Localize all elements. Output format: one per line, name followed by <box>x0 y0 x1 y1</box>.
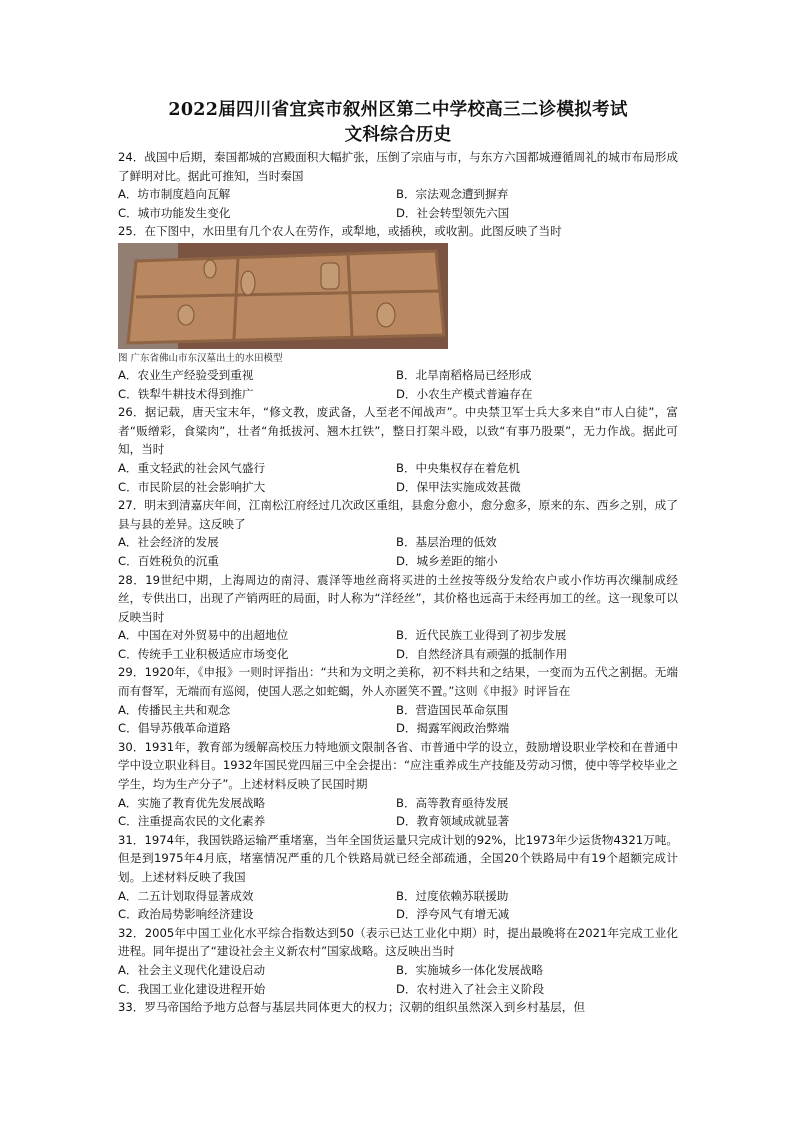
option-b: B．过度依赖苏联援助 <box>396 888 509 903</box>
question-stem: 29．1920年，《申报》一则时评指出：“共和为文明之美称，初不料共和之结果，一变而为五代之割据。无端而有督军，无端而有巡阅，使国人恶之如蛇蝎，外人亦匿笑不置。”这则《申报》时评旨在 <box>118 665 678 699</box>
option-b: B．实施城乡一体化发展战略 <box>396 962 544 977</box>
option-d: D．自然经济具有顽强的抵制作用 <box>396 646 568 661</box>
option-b: B．近代民族工业得到了初步发展 <box>396 628 567 643</box>
option-a: A．社会主义现代化建设启动 <box>118 962 266 977</box>
option-a: A．重文轻武的社会风气盛行 <box>118 460 266 475</box>
option-a: A．二五计划取得显著成效 <box>118 888 254 903</box>
option-c: C．百姓税负的沉重 <box>118 553 219 568</box>
option-d: D．小农生产模式普遍存在 <box>396 386 533 401</box>
options-grid <box>118 626 678 663</box>
option-d: D．浮夸风气有增无减 <box>396 907 510 922</box>
option-d: D．社会转型领先六国 <box>396 205 510 220</box>
question-stem: 28．19世纪中期，上海周边的南浔、震泽等地丝商将买进的土丝按等级分发给农户或小作坊再次缫制成经丝，专供出口，出现了产销两旺的局面，时人称为“洋经丝”，其价格也远高于未经再加工的丝。这一现象可以反映当时 <box>118 572 678 624</box>
options-grid <box>118 887 678 924</box>
option-c: C．倡导苏俄革命道路 <box>118 721 231 736</box>
option-b: B．中央集权存在着危机 <box>396 460 520 475</box>
options-grid <box>118 185 678 222</box>
option-b: B．宗法观念遭到摒弃 <box>396 187 509 202</box>
exam-title-line2: 文科综合历史 <box>344 125 452 145</box>
option-a: A．实施了教育优先发展战略 <box>118 795 266 810</box>
question-stem: 32．2005年中国工业化水平综合指数达到50（表示已达工业化中期）时，提出最晚将在2021年完成工业化进程。同年提出了“建设社会主义新农村”国家战略。这反映出当时 <box>118 925 678 959</box>
option-c: C．铁犁牛耕技术得到推广 <box>118 386 254 401</box>
options-grid <box>118 794 678 831</box>
question-stem: 33．罗马帝国给予地方总督与基层共同体更大的权力；汉朝的组织虽然深入到乡村基层，但 <box>118 1000 585 1015</box>
option-d: D．农村进入了社会主义阶段 <box>396 981 545 996</box>
options-grid <box>118 533 678 570</box>
option-c: C．我国工业化建设进程开始 <box>118 981 266 996</box>
option-c: C．政治局势影响经济建设 <box>118 907 254 922</box>
option-a: A．社会经济的发展 <box>118 535 219 550</box>
option-b: B．北旱南稻格局已经形成 <box>396 367 532 382</box>
options-grid <box>118 701 678 738</box>
options-grid <box>118 366 678 403</box>
question-stem: 24．战国中后期，秦国都城的宫殿面积大幅扩张，压倒了宗庙与市，与东方六国都城遵循周礼的城市布局形成了鲜明对比。据此可推知，当时秦国 <box>118 150 678 183</box>
option-d: D．揭露军阀政治弊端 <box>396 721 510 736</box>
option-a: A．农业生产经验受到重视 <box>118 367 254 382</box>
options-grid <box>118 961 678 998</box>
option-c: C．城市功能发生变化 <box>118 205 231 220</box>
options-grid <box>118 459 678 496</box>
figure-caption: 图 广东省佛山市东汉墓出土的水田模型 <box>118 352 283 364</box>
question-stem: 31．1974年，我国铁路运输严重堵塞，当年全国货运量只完成计划的92%，比1973年少运货物4321万吨。但是到1975年4月底，堵塞情况严重的几个铁路局就已经全部疏通，全国20个铁路局中有19个超额完成计划。上述材料反映了我国 <box>118 832 678 884</box>
exam-page <box>118 98 678 1017</box>
exam-title-line1: 2022届四川省宜宾市叙州区第二中学校高三二诊模拟考试 <box>168 100 628 120</box>
option-d: D．保甲法实施成效甚微 <box>396 479 521 494</box>
paddy-field-model-photo <box>118 243 448 349</box>
option-a: A．坊市制度趋向瓦解 <box>118 187 231 202</box>
option-c: C．市民阶层的社会影响扩大 <box>118 479 266 494</box>
question-stem: 27．明末到清嘉庆年间，江南松江府经过几次政区重组，县愈分愈小，愈分愈多，原来的东、西乡之别，成了县与县的差异。这反映了 <box>118 498 678 531</box>
option-c: C．传统手工业积极适应市场变化 <box>118 646 289 661</box>
question-stem: 25．在下图中，水田里有几个农人在劳作，或犁地，或插秧，或收割。此图反映了当时 <box>118 224 562 239</box>
option-a: A．中国在对外贸易中的出超地位 <box>118 628 289 643</box>
option-b: B．营造国民革命氛围 <box>396 702 509 717</box>
option-b: B．基层治理的低效 <box>396 535 497 550</box>
paddy-field-model-illustration <box>118 243 448 349</box>
option-a: A．传播民主共和观念 <box>118 702 231 717</box>
option-b: B．高等教育亟待发展 <box>396 795 509 810</box>
option-d: D．城乡差距的缩小 <box>396 553 498 568</box>
question-stem: 26．据记载，唐天宝末年，“修文教，废武备，人至老不闻战声”。中央禁卫军士兵大多来自“市人白徒”，富者“贩缯彩，食粱肉”，壮者“角抵拔河、翘木扛铁”，整日打架斗殴，以致“有事乃股栗”，无力作战。据此可知，当时 <box>118 405 678 457</box>
question-stem: 30．1931年，教育部为缓解高校压力特地颁文限制各省、市普通中学的设立，鼓励增设职业学校和在普通中学中设立职业科目。1932年国民党四届三中全会提出：“应注重养成生产技能及劳动习惯，使中等学校毕业之学生，均为生产分子”。上述材料反映了民国时期 <box>118 739 678 792</box>
option-d: D．教育领域成就显著 <box>396 814 510 829</box>
option-c: C．注重提高农民的文化素养 <box>118 814 266 829</box>
